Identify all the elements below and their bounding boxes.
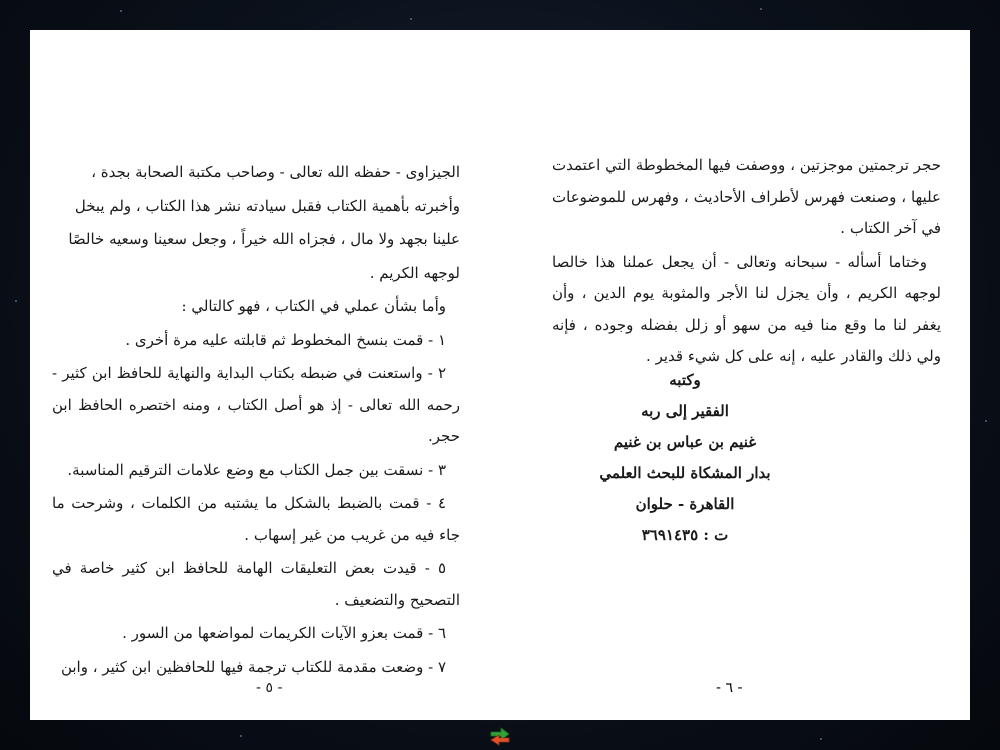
work-item-1: ١ - قمت بنسخ المخطوط ثم قابلته عليه مرة أخرى . [125, 330, 446, 349]
page-number-right: - ٦ - [716, 680, 743, 696]
left-line-3: علينا بجهد ولا مال ، فجزاه الله خيراً ، وجعل سعينا وسعيه خالصًا [68, 230, 460, 248]
work-item-6: ٦ - قمت بعزو الآيات الكريمات لمواضعها من السور . [122, 624, 446, 642]
left-line-2: وأخبرته بأهمية الكتاب فقبل سيادته نشر هذا الكتاب ، ولم يبخل [74, 196, 460, 215]
swap-arrows-icon[interactable] [488, 726, 512, 746]
signature-line-3: غنيم بن عباس بن غنيم [613, 433, 757, 451]
right-paragraph-2: وختاما أسأله - سبحانه وتعالى - أن يجعل عملنا هذا خالصا لوجهه الكريم ، وأن يجزل لنا الأجر والمثوبة يوم الدين ، وأن يغفر لنا ما وقع منا فيه من سهو أو زلل بفضله وجوده ، فإنه ولي ذلك والقادر عليه ، إنه على كل شيء قدير . [552, 252, 941, 365]
work-item-2: ٢ - واستعنت في ضبطه بكتاب البداية والنهاية للحافظ ابن كثير - رحمه الله تعالى - إذ هو أصل الكتاب ، ومنه اختصره الحافظ ابن حجر. [52, 364, 460, 445]
work-item-4: ٤ - قمت بالضبط بالشكل ما يشتبه من الكلمات ، وشرحت ما جاء فيه من غريب من غير إسهاب . [52, 494, 460, 544]
right-page-text [552, 150, 941, 375]
signature-line-1: وكتبه [669, 371, 701, 389]
page-number-left: - ٥ - [256, 680, 283, 696]
work-item-5: ٥ - قيدت بعض التعليقات الهامة للحافظ ابن كثير خاصة في التصحيح والتضعيف . [52, 559, 460, 609]
work-item-3: ٣ - نسقت بين جمل الكتاب مع وضع علامات الترقيم المناسبة. [67, 460, 446, 479]
left-page-text [52, 157, 460, 685]
signature-line-6: ت : ٣٦٩١٤٣٥ [641, 526, 729, 544]
work-item-7: ٧ - وضعت مقدمة للكتاب ترجمة فيها للحافظين ابن كثير ، وابن [60, 657, 446, 676]
signature-block [500, 365, 870, 551]
work-intro: وأما بشأن عملي في الكتاب ، فهو كالتالي : [181, 297, 446, 315]
left-line-4: لوجهه الكريم . [369, 263, 460, 282]
signature-line-2: الفقير إلى ربه [641, 402, 729, 420]
right-page [500, 30, 970, 720]
left-line-1: الجيزاوى - حفظه الله تعالى - وصاحب مكتبة الصحابة بجدة ، [91, 163, 460, 181]
left-page [30, 30, 500, 720]
signature-line-5: القاهرة - حلوان [635, 495, 735, 513]
signature-line-4: بدار المشكاة للبحث العلمي [599, 464, 771, 482]
book-spread [30, 30, 970, 720]
right-paragraph-1: حجر ترجمتين موجزتين ، ووصفت فيها المخطوطة التي اعتمدت عليها ، وصنعت فهرس لأطراف الأحاديث ، وفهرس للموضوعات في آخر الكتاب . [552, 156, 941, 237]
